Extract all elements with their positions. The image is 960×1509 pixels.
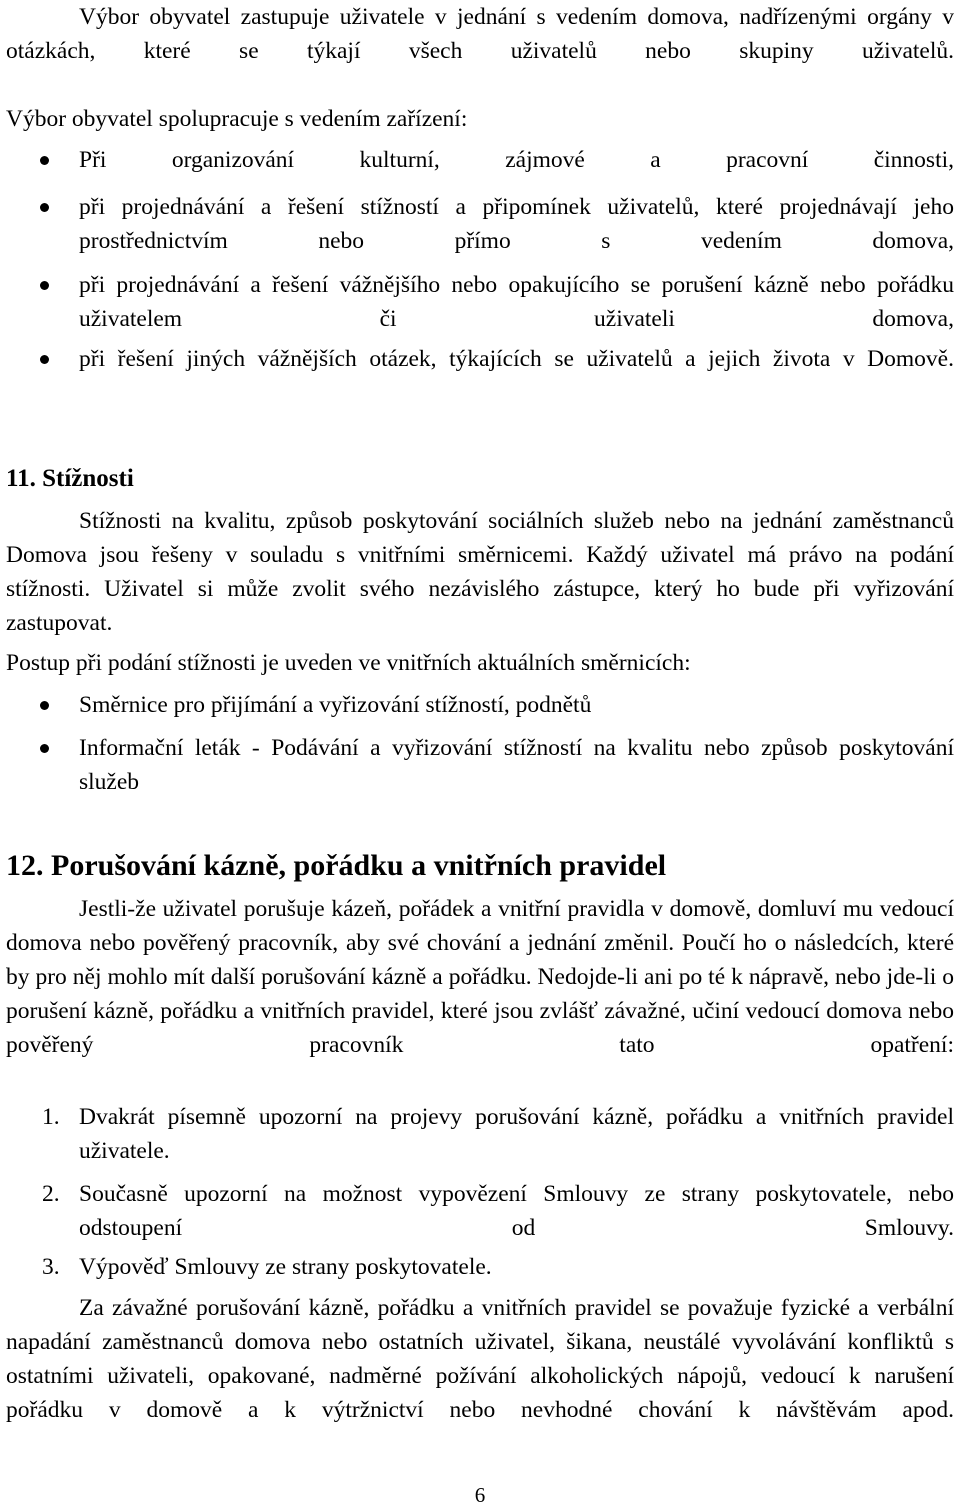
page-number: 6 [474, 1483, 486, 1507]
bullet-icon [40, 203, 49, 212]
item-number: 2. [42, 1181, 60, 1207]
section-11-paragraph: Stížnosti na kvalitu, způsob poskytování sociálních služeb nebo na jednání zaměstnanců Domova jsou řešeny v souladu s vnitřními směrnicemi. Každý uživatel má právo na podání stížnosti. Uživatel si může zvolit svého nezávislého zástupce, který ho bude při vyřizování zastupovat. [6, 508, 954, 636]
intro-paragraph: Výbor obyvatel zastupuje uživatele v jednání s vedením domova, nadřízenými orgány v otázkách, které se týkají všech uživatelů nebo skupiny uživatelů. [6, 4, 954, 64]
list-item-text: při řešení jiných vážnějších otázek, týkajících se uživatelů a jejich života v Domově. [79, 346, 954, 372]
bullet-icon [40, 156, 49, 165]
intro-lead-paragraph: Výbor obyvatel spolupracuje s vedením zařízení: [6, 106, 468, 132]
list-item-text: při projednávání a řešení vážnějšího nebo opakujícího se porušení kázně nebo pořádku uživatelem či uživateli domova, [79, 272, 954, 332]
list-item-text: Informační leták - Podávání a vyřizování stížností na kvalitu nebo způsob poskytování služeb [79, 735, 954, 795]
item-text: Výpověď Smlouvy ze strany poskytovatele. [79, 1254, 492, 1280]
section-heading-12: 12. Porušování kázně, pořádku a vnitřních pravidel [6, 849, 667, 882]
list-item-text: při projednávání a řešení stížností a připomínek uživatelů, které projednávají jeho prostřednictvím nebo přímo s vedením domova, [79, 194, 954, 254]
bullet-icon [40, 701, 49, 710]
section-12-closing-paragraph: Za závažné porušování kázně, pořádku a vnitřních pravidel se považuje fyzické a verbální napadání zaměstnanců domova nebo ostatních uživatel, šikana, neustálé vyvolávání konfliktů s ostatními uživateli, opakované, nadměrné požívání alkoholických nápojů, vedoucí k narušení pořádku v domově a k výtržnictví nebo nevhodné chování k návštěvám apod. [6, 1295, 954, 1423]
item-text: Dvakrát písemně upozorní na projevy porušování kázně, pořádku a vnitřních pravidel uživatele. [79, 1104, 954, 1164]
list-item-text: Při organizování kulturní, zájmové a pracovní činnosti, [79, 147, 954, 173]
bullet-icon [40, 281, 49, 290]
list-item-text: Směrnice pro přijímání a vyřizování stížností, podnětů [79, 692, 592, 718]
item-text: Současně upozorní na možnost vypovězení Smlouvy ze strany poskytovatele, nebo odstoupení od Smlouvy. [79, 1181, 954, 1241]
bullet-icon [40, 355, 49, 364]
section-12-paragraph: Jestli-že uživatel porušuje kázeň, pořádek a vnitřní pravidla v domově, domluví mu vedoucí domova nebo pověřený pracovník, aby své chování a jednání změnil. Poučí ho o následcích, které by pro něj mohlo mít další porušování kázně a pořádku. Nedojde-li ani po té k nápravě, nebo jde-li o porušení kázně, pořádku a vnitřních pravidel, které jsou zvlášť závažné, učiní vedoucí domova nebo pověřený pracovník tato opatření: [6, 896, 954, 1058]
bullet-icon [40, 744, 49, 753]
section-heading-11: 11. Stížnosti [6, 465, 134, 492]
section-11-lead-paragraph: Postup při podání stížnosti je uveden ve vnitřních aktuálních směrnicích: [6, 650, 691, 676]
item-number: 3. [42, 1254, 60, 1280]
item-number: 1. [42, 1104, 60, 1130]
